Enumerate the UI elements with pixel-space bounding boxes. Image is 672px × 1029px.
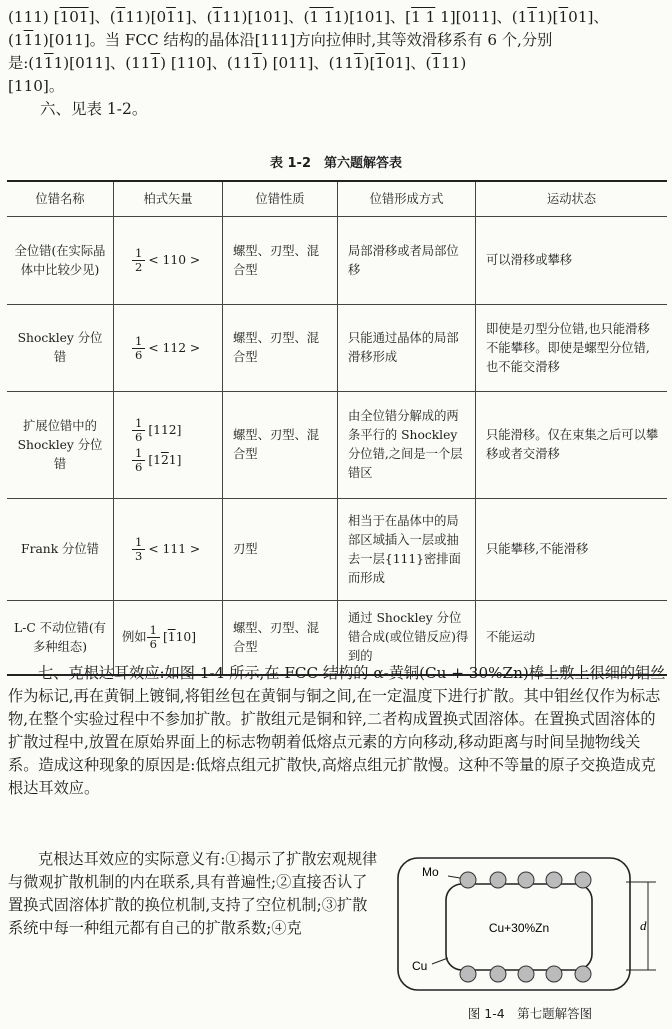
header-nature: 位错性质 [223,181,338,217]
mo-wire-marker [490,966,506,982]
table-header-row [7,181,667,217]
cell-formation: 由全位错分解成的两条平行的 Shockley 分位错,之间是一个层错区 [338,392,476,499]
mo-wire-marker [460,872,476,888]
mo-leader-line [448,876,460,878]
cell-vector: 例如 $\frac{1}{6}$ [110] [114,601,223,676]
cell-motion: 即使是刃型分位错,也只能滑移不能攀移。即使是螺型分位错,也不能交滑移 [476,305,668,392]
mo-markers-top [460,872,591,888]
cell-vector: $\frac{1}{2}$ < 110 > [114,217,223,305]
table-row [7,499,667,601]
header-formation: 位错形成方式 [338,181,476,217]
fraction: $\frac{1}{6}$ [132,447,145,474]
slip-systems-paragraph: (111) [101]、(111)[011]、(111)[101]、(1 11)[101]、[1 1 1][011]、(111)[101]、 (111)[011]。当 FCC 结构的晶体沿[111]方向拉伸时,其等效滑移系有 6 个,分别 是:(111)[011]、(111) [110]、(111) [011]、(111)[101]、(111) [110]。 [8,8,609,95]
mo-wire-marker [575,872,591,888]
cell-nature: 螺型、刃型、混合型 [223,305,338,392]
cell-nature: 螺型、刃型、混合型 [223,392,338,499]
cell-formation: 局部滑移或者局部位移 [338,217,476,305]
cell-vector: $\frac{1}{6}$ [112] $\frac{1}{6}$ [121] [114,392,223,499]
fraction: $\frac{1}{6}$ [132,335,145,362]
cell-nature: 螺型、刃型、混合型 [223,601,338,676]
label-mo: Mo [422,865,439,879]
table-caption: 表 1-2 第六题解答表 [269,156,402,171]
mo-wire-marker [546,872,562,888]
fraction: $\frac{1}{6}$ [147,624,160,651]
cell-motion: 只能滑移。仅在束集之后可以攀移或者交滑移 [476,392,668,499]
cell-formation: 只能通过晶体的局部滑移形成 [338,305,476,392]
dislocation-table [7,180,667,676]
mo-wire-marker [575,966,591,982]
cell-name: 全位错(在实际晶体中比较少见) [7,217,114,305]
fraction: $\frac{1}{6}$ [132,417,145,444]
header-name: 位错名称 [7,181,114,217]
header-vector: 柏式矢量 [114,181,223,217]
table-row [7,392,667,499]
figure-caption: 图 1-4 第七题解答图 [467,1006,593,1021]
cell-nature: 螺型、刃型、混合型 [223,217,338,305]
mo-wire-marker [518,966,534,982]
cell-vector: $\frac{1}{6}$ < 112 > [114,305,223,392]
cell-name: L-C 不动位错(有多种组态) [7,601,114,676]
significance-paragraph: 克根达耳效应的实际意义有:①揭示了扩散宏观规律与微观扩散机制的内在联系,具有普遍性;②直接否认了置换式固溶体扩散的换位机制,支持了空位机制;③扩散系统中每一种组元都有自己的扩散系数;④克 [8,850,378,937]
section-6-heading: 六、见表 1-2。 [40,100,148,118]
mo-wire-marker [460,966,476,982]
mo-wire-marker [490,872,506,888]
fraction: $\frac{1}{2}$ [132,247,145,274]
mo-markers-bottom [460,966,591,982]
cell-motion: 不能运动 [476,601,668,676]
label-core: Cu+30%Zn [488,921,550,935]
table-row [7,305,667,392]
kirkendall-figure [390,852,660,996]
mo-wire-marker [518,872,534,888]
header-motion: 运动状态 [476,181,668,217]
cell-formation: 通过 Shockley 分位错合成(或位错反应)得到的 [338,601,476,676]
cell-formation: 相当于在晶体中的局部区域插入一层或抽去一层{111}密排面而形成 [338,499,476,601]
table-row [7,217,667,305]
section-7-paragraph: 七、克根达耳效应:如图 1-4 所示,在 FCC 结构的 α-黄铜(Cu + 30%Zn)棒上敷上很细的钼丝作为标记,再在黄铜上镀铜,将钼丝包在黄铜与铜之间,在一定温度下进行扩散。其中钼丝仅作为标志物,在整个实验过程中不参加扩散。扩散组元是铜和锌,二者构成置换式固溶体。在置换式固溶体的扩散过程中,放置在原始界面上的标志物朝着低熔点元素的方向移动,移动距离与时间呈抛物线关系。造成这种现象的原因是:低熔点组元扩散快,高熔点组元扩散慢。这种不等量的原子交换造成克根达耳效应。 [8,664,666,797]
cell-motion: 只能攀移,不能滑移 [476,499,668,601]
cell-name: Frank 分位错 [7,499,114,601]
label-d: d [640,918,647,933]
mo-wire-marker [546,966,562,982]
cell-nature: 刃型 [223,499,338,601]
fraction: $\frac{1}{3}$ [132,536,145,563]
cell-motion: 可以滑移或攀移 [476,217,668,305]
cell-vector: $\frac{1}{3}$ < 111 > [114,499,223,601]
cell-name: Shockley 分位错 [7,305,114,392]
cell-name: 扩展位错中的 Shockley 分位错 [7,392,114,499]
cu-leader-line [432,958,448,964]
label-cu: Cu [412,959,428,973]
